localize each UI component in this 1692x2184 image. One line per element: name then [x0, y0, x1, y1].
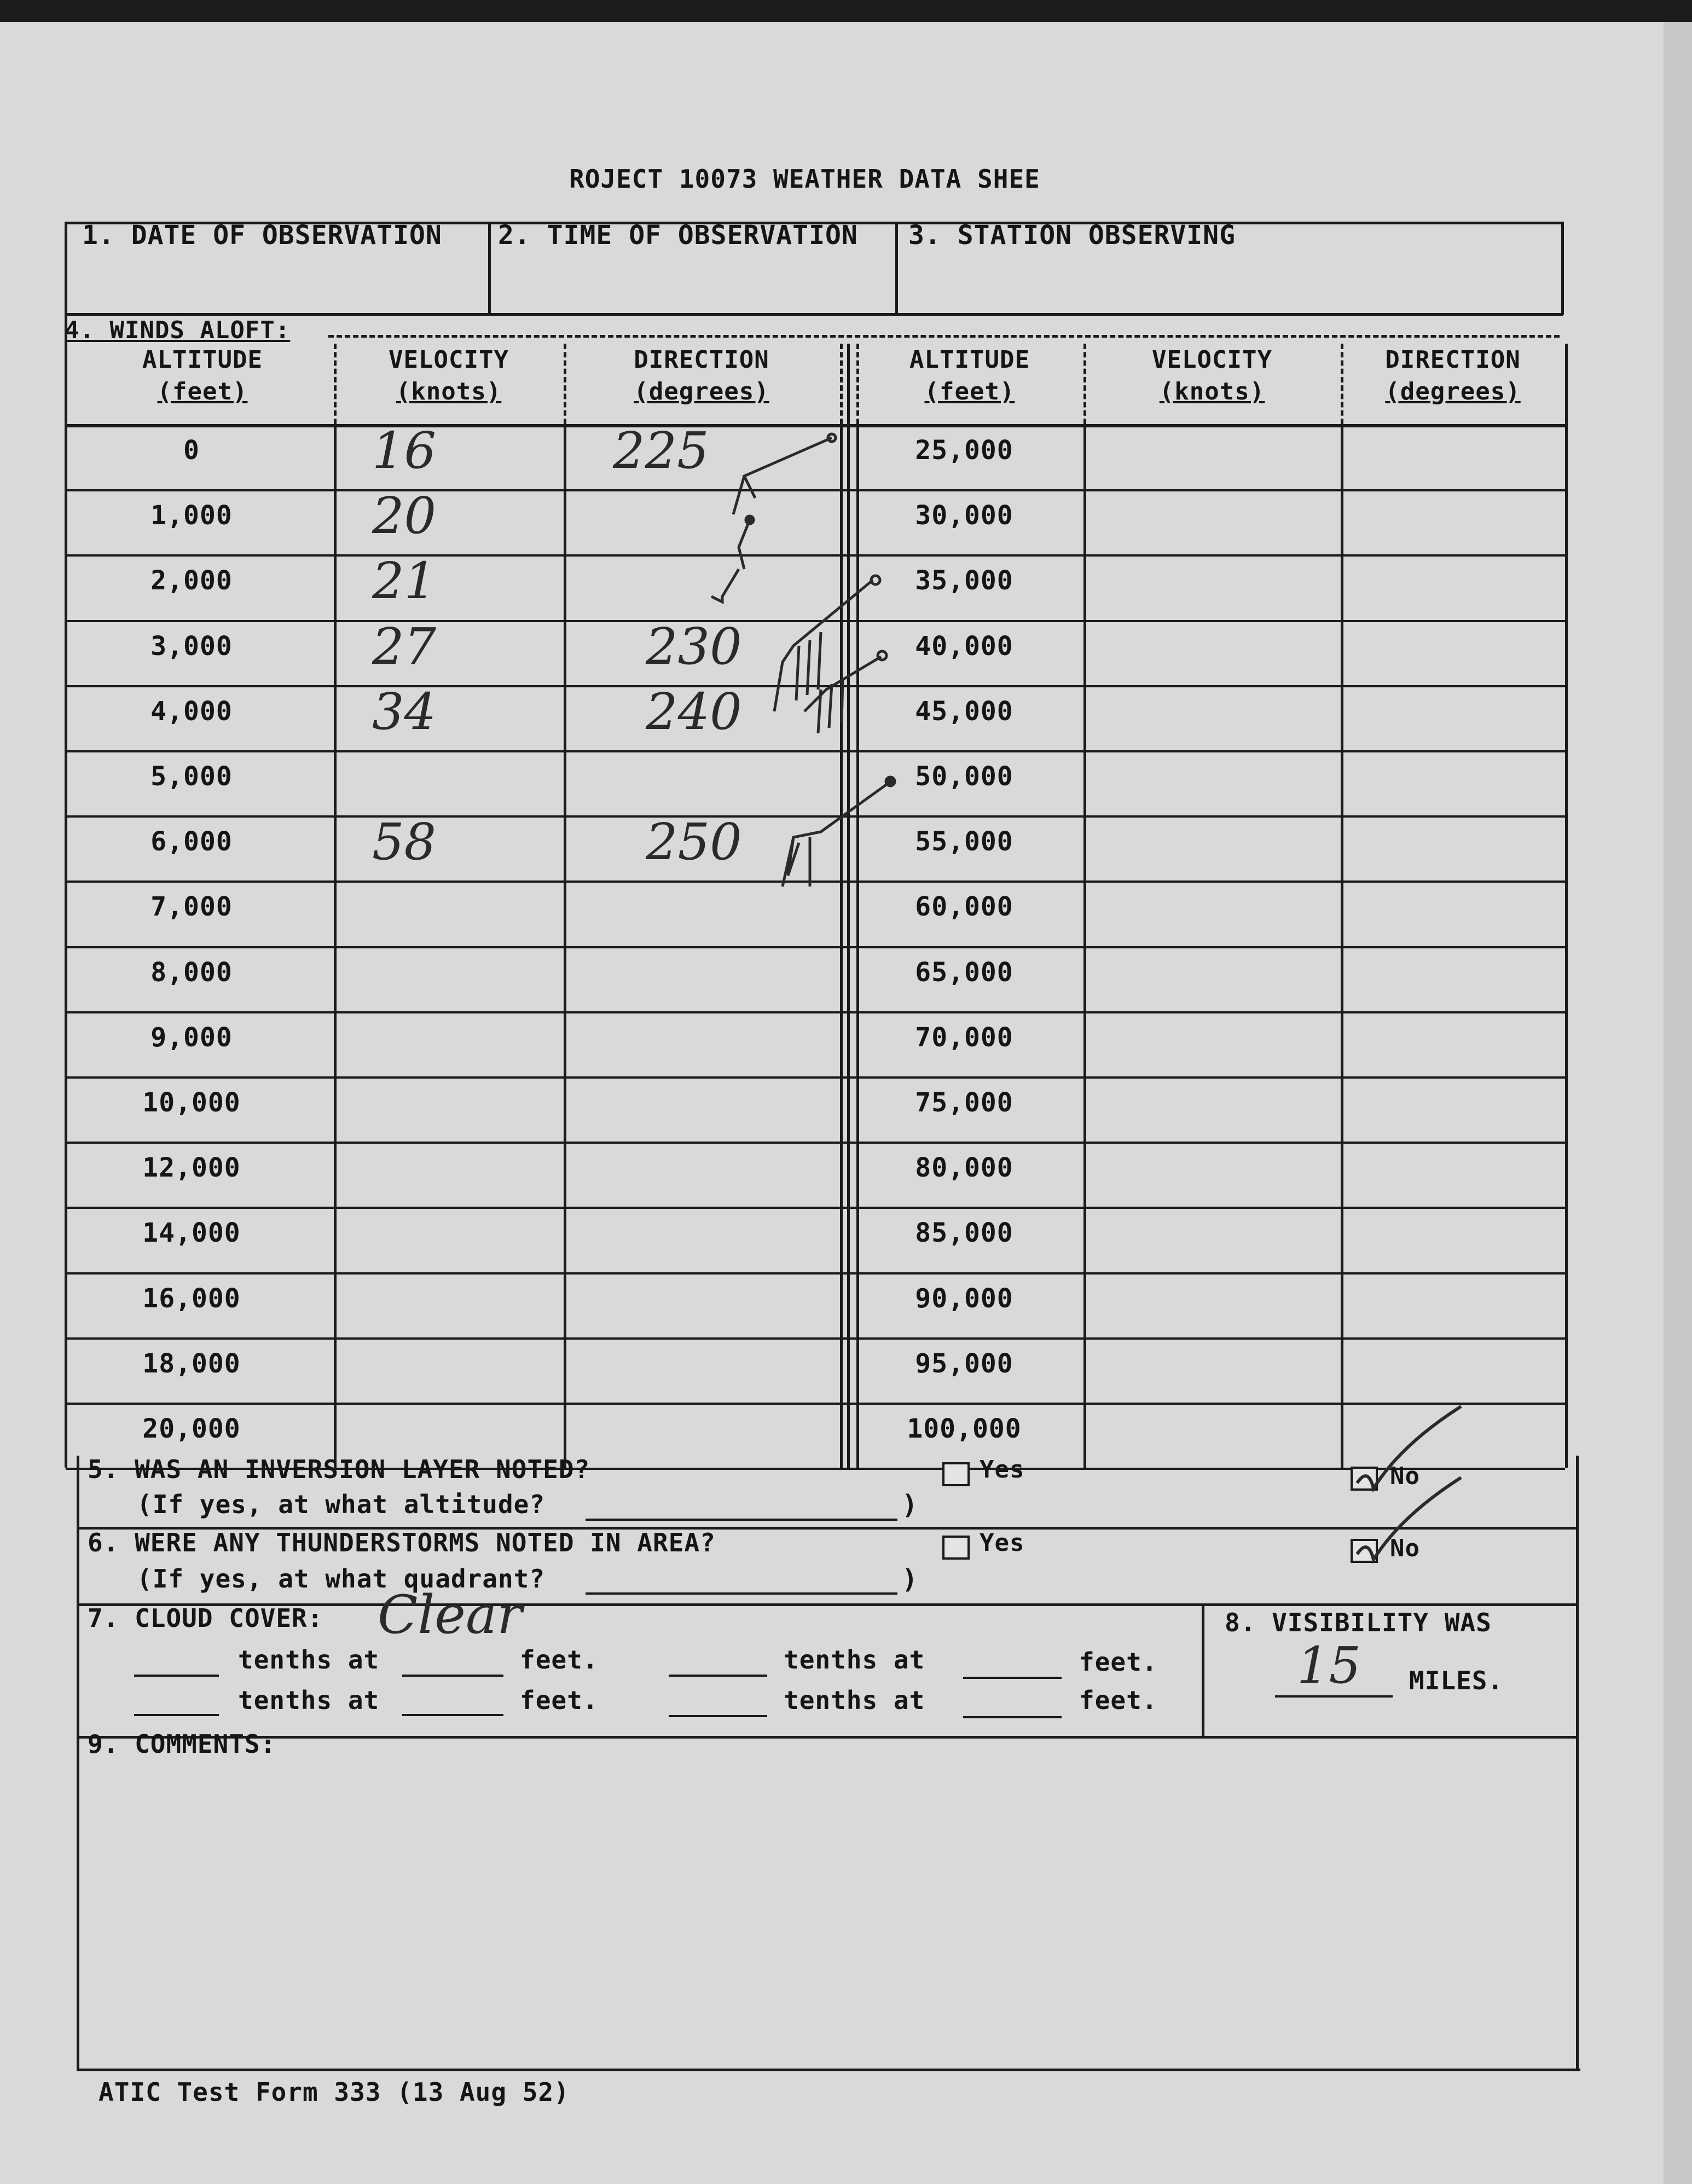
right-direction-cell[interactable] [1346, 428, 1560, 483]
row-rule [66, 1272, 1565, 1275]
right-velocity-cell[interactable] [1089, 755, 1335, 809]
table-right-border [1565, 344, 1568, 1468]
right-direction-cell[interactable] [1346, 1211, 1560, 1266]
right-direction-cell[interactable] [1346, 1342, 1560, 1397]
row-rule [66, 1207, 1565, 1209]
cloud-feet-field-3[interactable] [402, 1714, 503, 1716]
right-altitude-cell: 50,000 [915, 761, 1013, 792]
scan-edge [1664, 22, 1692, 2184]
table-left-border [65, 315, 67, 1468]
right-direction-cell[interactable] [1346, 494, 1560, 548]
right-direction-cell[interactable] [1346, 1146, 1560, 1201]
right-direction-cell[interactable] [1346, 755, 1560, 809]
left-velocity-cell[interactable]: 27 [372, 617, 437, 676]
right-direction-cell[interactable] [1346, 624, 1560, 679]
inversion-close-paren: ) [902, 1490, 918, 1520]
left-altitude-cell: 9,000 [150, 1022, 233, 1053]
date-of-observation-label: 1. DATE OF OBSERVATION [82, 220, 442, 251]
cloud-tenths-field-1[interactable] [134, 1675, 219, 1677]
right-altitude-cell: 25,000 [915, 435, 1013, 466]
cloud-cover-handwritten: Clear [378, 1584, 523, 1646]
row-rule [66, 1011, 1565, 1013]
cloud-feet-field-1[interactable] [402, 1675, 503, 1677]
time-field[interactable] [495, 257, 889, 309]
left-velocity-cell[interactable]: 21 [372, 552, 437, 610]
right-velocity-cell[interactable] [1089, 885, 1335, 940]
right-velocity-cell[interactable] [1089, 690, 1335, 744]
time-of-observation-label: 2. TIME OF OBSERVATION [498, 220, 858, 251]
cloud-feet-field-2[interactable] [963, 1677, 1062, 1679]
right-velocity-cell[interactable] [1089, 1081, 1335, 1136]
right-altitude-header: ALTITUDE [909, 346, 1030, 374]
right-altitude-cell: 100,000 [907, 1413, 1022, 1444]
header-col-divider [1341, 344, 1343, 424]
winds-aloft-label: 4. WINDS ALOFT: [65, 316, 291, 344]
inversion-followup-label: (If yes, at what altitude? [137, 1490, 561, 1519]
left-velocity-unit: (knots) [396, 378, 502, 405]
left-direction-cell[interactable]: 240 [646, 682, 742, 741]
inversion-altitude-field[interactable] [586, 1519, 897, 1521]
left-velocity-cell[interactable]: 58 [372, 813, 437, 871]
item7-8-divider [1202, 1603, 1204, 1737]
form-bottom-border [77, 2069, 1580, 2071]
cloud-tenths-field-4[interactable] [669, 1715, 767, 1717]
thunderstorms-question: 6. WERE ANY THUNDERSTORMS NOTED IN AREA? [88, 1528, 716, 1557]
inversion-no-label: No [1390, 1462, 1420, 1490]
cloud-tenths-at-label-2: tenths at [784, 1645, 925, 1675]
left-altitude-cell: 18,000 [142, 1348, 241, 1379]
cloud-tenths-at-label-1: tenths at [238, 1645, 380, 1675]
thunderstorms-followup-label: (If yes, at what quadrant? [137, 1564, 561, 1594]
left-altitude-cell: 16,000 [142, 1283, 241, 1314]
header-right-border [1561, 222, 1564, 315]
cloud-tenths-at-label-4: tenths at [784, 1685, 925, 1715]
cloud-feet-field-4[interactable] [963, 1716, 1062, 1718]
header-bottom-border [66, 313, 1563, 316]
left-altitude-cell: 5,000 [150, 761, 233, 792]
left-altitude-cell: 3,000 [150, 631, 233, 662]
left-altitude-unit: (feet) [157, 378, 248, 405]
left-altitude-cell: 2,000 [150, 565, 233, 596]
inversion-yes-label: Yes [980, 1456, 1025, 1484]
right-altitude-cell: 85,000 [915, 1218, 1013, 1248]
right-velocity-header: VELOCITY [1152, 346, 1272, 374]
left-direction-header: DIRECTION [634, 346, 769, 374]
visibility-field[interactable] [1275, 1695, 1393, 1698]
row-rule [66, 1403, 1565, 1405]
left-altitude-cell: 8,000 [150, 957, 233, 988]
right-velocity-cell[interactable] [1089, 494, 1335, 548]
cloud-tenths-field-3[interactable] [134, 1714, 219, 1716]
right-velocity-cell[interactable] [1089, 1407, 1335, 1462]
thunderstorms-no-label: No [1390, 1534, 1420, 1562]
left-direction-cell[interactable]: 230 [646, 617, 742, 676]
row-rule [66, 1142, 1565, 1144]
item7-bottom-border [77, 1736, 1576, 1739]
right-direction-cell[interactable] [1346, 559, 1560, 613]
right-direction-cell[interactable] [1346, 1081, 1560, 1136]
right-velocity-cell[interactable] [1089, 1211, 1335, 1266]
left-altitude-cell: 6,000 [150, 826, 233, 857]
right-altitude-cell: 65,000 [915, 957, 1013, 988]
cloud-feet-label-3: feet. [520, 1685, 599, 1715]
form-title: ROJECT 10073 WEATHER DATA SHEE [569, 164, 1040, 194]
right-direction-cell[interactable] [1346, 1277, 1560, 1331]
row-rule [66, 1337, 1565, 1340]
right-direction-cell[interactable] [1346, 820, 1560, 874]
right-velocity-cell[interactable] [1089, 1146, 1335, 1201]
right-velocity-cell[interactable] [1089, 559, 1335, 613]
cloud-cover-label: 7. CLOUD COVER: [88, 1603, 323, 1633]
left-altitude-cell: 10,000 [142, 1087, 241, 1118]
comments-field[interactable] [82, 1768, 1571, 2063]
right-altitude-cell: 35,000 [915, 565, 1013, 596]
right-velocity-cell[interactable] [1089, 1016, 1335, 1070]
thunderstorms-close-paren: ) [902, 1564, 918, 1595]
right-direction-cell[interactable] [1346, 885, 1560, 940]
left-altitude-header: ALTITUDE [142, 346, 263, 374]
left-velocity-cell[interactable]: 34 [372, 682, 437, 741]
left-direction-unit: (degrees) [634, 378, 769, 405]
cloud-tenths-at-label-3: tenths at [238, 1685, 380, 1715]
station-observing-label: 3. STATION OBSERVING [908, 220, 1236, 251]
left-direction-cell[interactable]: 250 [646, 813, 742, 871]
right-velocity-cell[interactable] [1089, 1277, 1335, 1331]
right-direction-cell[interactable] [1346, 951, 1560, 1005]
right-altitude-cell: 30,000 [915, 500, 1013, 531]
right-velocity-unit: (knots) [1159, 378, 1265, 405]
row-rule [66, 1076, 1565, 1079]
right-altitude-cell: 75,000 [915, 1087, 1013, 1118]
right-altitude-cell: 60,000 [915, 891, 1013, 922]
form-number-footer: ATIC Test Form 333 (13 Aug 52) [98, 2077, 570, 2107]
lower-right-border [1576, 1456, 1579, 2071]
visibility-unit: MILES. [1409, 1666, 1504, 1695]
row-rule [66, 946, 1565, 948]
right-velocity-cell[interactable] [1089, 428, 1335, 483]
left-direction-cell[interactable]: 225 [613, 421, 709, 480]
header-col-divider [564, 344, 566, 424]
right-altitude-cell: 40,000 [915, 631, 1013, 662]
left-velocity-cell[interactable]: 20 [372, 486, 437, 545]
right-velocity-cell[interactable] [1089, 624, 1335, 679]
right-direction-unit: (degrees) [1385, 378, 1521, 405]
header-divider-2 [895, 222, 898, 315]
left-altitude-cell: 0 [183, 435, 200, 466]
right-altitude-cell: 55,000 [915, 826, 1013, 857]
right-direction-cell[interactable] [1346, 1016, 1560, 1070]
left-altitude-cell: 14,000 [142, 1218, 241, 1248]
visibility-label: 8. VISIBILITY WAS [1225, 1608, 1492, 1637]
left-velocity-header: VELOCITY [389, 346, 509, 374]
left-altitude-cell: 4,000 [150, 696, 233, 727]
right-altitude-cell: 95,000 [915, 1348, 1013, 1379]
station-field[interactable] [903, 257, 1557, 309]
header-left-border [65, 222, 67, 315]
thunderstorms-yes-label: Yes [980, 1529, 1025, 1557]
right-altitude-cell: 70,000 [915, 1022, 1013, 1053]
cloud-feet-label-4: feet. [1079, 1685, 1158, 1715]
right-direction-cell[interactable] [1346, 690, 1560, 744]
left-altitude-cell: 12,000 [142, 1152, 241, 1183]
thunderstorms-yes-checkbox[interactable] [942, 1536, 970, 1560]
right-velocity-cell[interactable] [1089, 951, 1335, 1005]
lower-left-border [77, 1456, 79, 2071]
header-col-divider [334, 344, 337, 424]
right-direction-header: DIRECTION [1385, 346, 1521, 374]
comments-label: 9. COMMENTS: [88, 1729, 276, 1759]
right-altitude-cell: 90,000 [915, 1283, 1013, 1314]
right-velocity-cell[interactable] [1089, 1342, 1335, 1397]
right-velocity-cell[interactable] [1089, 820, 1335, 874]
thunderstorms-no-checkmark-icon [1352, 1472, 1472, 1571]
cloud-feet-label-2: feet. [1079, 1647, 1158, 1677]
date-field[interactable] [71, 257, 482, 309]
right-altitude-unit: (feet) [924, 378, 1015, 405]
left-velocity-cell[interactable]: 16 [372, 421, 437, 480]
wind-barb-sketch-icon [700, 405, 908, 908]
left-altitude-cell: 20,000 [142, 1413, 241, 1444]
cloud-tenths-field-2[interactable] [669, 1675, 767, 1677]
left-altitude-cell: 1,000 [150, 500, 233, 531]
cloud-feet-label-1: feet. [520, 1645, 599, 1675]
header-col-divider [1083, 344, 1086, 424]
header-divider-1 [488, 222, 491, 315]
left-altitude-cell: 7,000 [150, 891, 233, 922]
thunderstorms-quadrant-field[interactable] [586, 1592, 897, 1595]
visibility-value: 15 [1297, 1636, 1361, 1695]
inversion-question: 5. WAS AN INVERSION LAYER NOTED? [88, 1455, 590, 1484]
winds-dashed-rule [328, 335, 1560, 338]
right-altitude-cell: 80,000 [915, 1152, 1013, 1183]
right-altitude-cell: 45,000 [915, 696, 1013, 727]
inversion-yes-checkbox[interactable] [942, 1462, 970, 1486]
